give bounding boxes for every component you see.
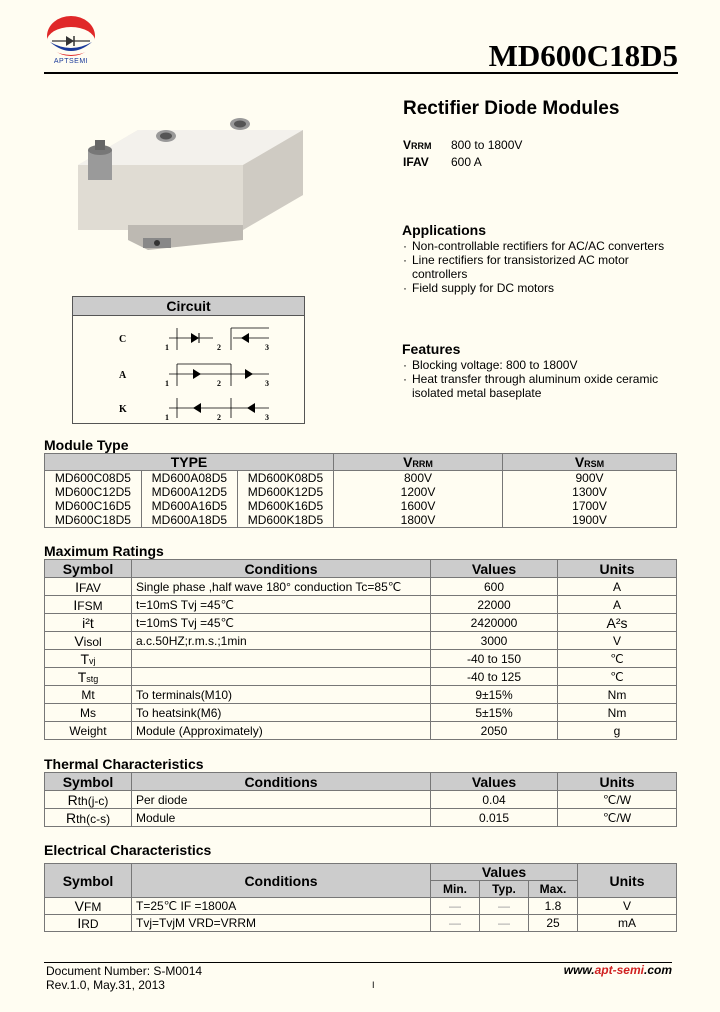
condition-cell: Per diode <box>132 791 431 809</box>
vrsm-header-sub: RSM <box>584 459 605 469</box>
vrsm-header <box>503 454 677 471</box>
values-header: Values <box>431 864 578 881</box>
thermal-heading: Thermal Characteristics <box>44 756 204 772</box>
condition-cell <box>132 668 431 686</box>
symbol-header: Symbol <box>45 773 132 791</box>
conditions-header: Conditions <box>132 560 431 578</box>
symbol-sub: FAV <box>79 580 101 595</box>
type-k-cell: MD600K08D5 <box>237 471 333 486</box>
circuit-pin: 1 <box>165 343 169 352</box>
symbol-cell <box>45 596 132 614</box>
revision: Rev.1.0, May.31, 2013 <box>46 978 165 992</box>
vrrm-header-sub: RRM <box>412 459 433 469</box>
unit-cell: ℃/W <box>558 809 677 827</box>
condition-cell: T=25℃ IF =1800A <box>132 898 431 915</box>
type-c-cell: MD600C18D5 <box>45 513 142 528</box>
symbol-cell: Ms <box>45 704 132 722</box>
symbol-sub: th(j-c) <box>77 793 109 808</box>
unit-cell: A²s <box>558 614 677 632</box>
unit-cell: mA <box>578 915 677 932</box>
type-k-cell: MD600K16D5 <box>237 499 333 513</box>
electrical-heading: Electrical Characteristics <box>44 842 212 858</box>
spec-ifav <box>403 155 482 169</box>
typ-cell: — <box>480 898 529 915</box>
symbol-cell <box>45 791 132 809</box>
condition-cell: a.c.50HZ;r.m.s.;1min <box>132 632 431 650</box>
circuit-pin: 3 <box>265 343 269 352</box>
max-header: Max. <box>529 881 578 898</box>
vrrm-header-main: V <box>403 454 413 470</box>
unit-cell: ℃ <box>558 650 677 668</box>
module-photo <box>68 110 308 260</box>
value-cell: 600 <box>431 578 558 596</box>
type-a-cell: MD600A18D5 <box>141 513 237 528</box>
vrrm-cell: 800V <box>334 471 503 486</box>
type-k-cell: MD600K12D5 <box>237 485 333 499</box>
product-title: Rectifier Diode Modules <box>403 98 620 119</box>
conditions-header: Conditions <box>132 773 431 791</box>
type-c-cell: MD600C12D5 <box>45 485 142 499</box>
vrrm-cell: 1600V <box>334 499 503 513</box>
circuit-pin: 1 <box>165 413 169 422</box>
symbol-main: I <box>77 915 82 931</box>
symbol-header: Symbol <box>45 560 132 578</box>
circuit-label-k: K <box>119 404 127 415</box>
symbol-sub: stg <box>86 673 99 684</box>
page-number: I <box>372 980 375 990</box>
url-prefix: www. <box>563 963 595 977</box>
typ-cell: — <box>480 915 529 932</box>
table-row <box>45 809 677 827</box>
conditions-header: Conditions <box>132 864 431 898</box>
symbol-cell <box>45 915 132 932</box>
table-row <box>45 596 677 614</box>
table-row <box>45 485 677 499</box>
vrsm-cell: 1900V <box>503 513 677 528</box>
unit-cell: V <box>558 632 677 650</box>
circuit-pin: 1 <box>165 379 169 388</box>
typ-header: Typ. <box>480 881 529 898</box>
table-row <box>45 650 677 668</box>
condition-cell: Module <box>132 809 431 827</box>
type-k-cell: MD600K18D5 <box>237 513 333 528</box>
circuit-diagram <box>73 316 304 423</box>
feature-item: · Blocking voltage: 800 to 1800V <box>403 358 673 372</box>
symbol-sub: th(c-s) <box>76 811 111 826</box>
circuit-label-a: A <box>119 370 127 381</box>
spec-ifav-label: IFAV <box>403 155 429 169</box>
url-brand: apt-semi <box>594 963 644 977</box>
table-row <box>45 722 677 740</box>
condition-cell: Tvj=TvjM VRD=VRRM <box>132 915 431 932</box>
url-suffix: .com <box>643 963 672 977</box>
symbol-sub: FM <box>84 900 102 914</box>
table-row <box>45 791 677 809</box>
application-item: · Non-controllable rectifiers for AC/AC converters <box>403 239 673 253</box>
unit-cell: Nm <box>558 686 677 704</box>
min-header: Min. <box>431 881 480 898</box>
vrrm-cell: 1200V <box>334 485 503 499</box>
symbol-main: T <box>77 668 87 685</box>
values-header: Values <box>431 560 558 578</box>
symbol-header: Symbol <box>45 864 132 898</box>
min-cell: — <box>431 898 480 915</box>
value-cell: 9±15% <box>431 686 558 704</box>
units-header: Units <box>578 864 677 898</box>
electrical-table <box>44 863 677 932</box>
type-c-cell: MD600C16D5 <box>45 499 142 513</box>
condition-cell: Module (Approximately) <box>132 722 431 740</box>
table-row <box>45 499 677 513</box>
circuit-pin: 3 <box>265 413 269 422</box>
unit-cell: g <box>558 722 677 740</box>
units-header: Units <box>558 560 677 578</box>
table-row <box>45 578 677 596</box>
unit-cell: V <box>578 898 677 915</box>
condition-cell: t=10mS Tvj =45℃ <box>132 596 431 614</box>
vrrm-header <box>334 454 503 471</box>
unit-cell: Nm <box>558 704 677 722</box>
value-cell: 3000 <box>431 632 558 650</box>
symbol-main: I <box>73 596 78 613</box>
application-item: · Line rectifiers for transistorized AC motor controllers <box>403 253 673 281</box>
value-cell: 5±15% <box>431 704 558 722</box>
value-cell: 0.04 <box>431 791 558 809</box>
table-row <box>45 471 677 486</box>
vrsm-header-main: V <box>574 454 585 470</box>
max-ratings-table <box>44 559 677 740</box>
symbol-cell <box>45 650 132 668</box>
header-rule <box>44 72 678 74</box>
symbol-main: R <box>65 809 77 826</box>
symbol-sub: FSM <box>77 598 103 613</box>
symbol-main: R <box>67 791 78 808</box>
symbol-cell <box>45 614 132 632</box>
spec-vrrm <box>403 138 522 152</box>
symbol-cell: Weight <box>45 722 132 740</box>
max-cell: 25 <box>529 915 578 932</box>
value-cell: 2050 <box>431 722 558 740</box>
circuit-box <box>72 296 305 424</box>
symbol-cell <box>45 898 132 915</box>
symbol-main: T <box>80 650 90 667</box>
condition-cell: Single phase ,half wave 180° conduction Tc=85℃ <box>132 578 431 596</box>
spec-vrrm-label: V <box>403 138 412 152</box>
spec-vrrm-value: 800 to 1800V <box>451 138 523 152</box>
applications-heading: Applications <box>402 222 487 238</box>
table-row <box>45 686 677 704</box>
units-header: Units <box>558 773 677 791</box>
table-row <box>45 513 677 528</box>
type-a-cell: MD600A16D5 <box>151 499 228 513</box>
value-cell: -40 to 150 <box>431 650 558 668</box>
condition-cell: t=10mS Tvj =45℃ <box>132 614 431 632</box>
module-type-table <box>44 453 677 528</box>
condition-cell: To heatsink(M6) <box>132 704 431 722</box>
module-type-heading: Module Type <box>44 437 129 453</box>
symbol-sub: RD <box>81 917 99 931</box>
symbol-cell <box>45 632 132 650</box>
features-list <box>403 358 673 400</box>
circuit-title: Circuit <box>73 297 304 316</box>
vrrm-cell: 1800V <box>334 513 503 528</box>
table-row <box>45 632 677 650</box>
type-header: TYPE <box>45 454 334 471</box>
table-row <box>45 704 677 722</box>
value-cell: 22000 <box>431 596 558 614</box>
symbol-cell <box>45 578 132 596</box>
vrsm-cell: 1300V <box>503 485 677 499</box>
condition-cell <box>132 650 431 668</box>
features-heading: Features <box>402 341 461 357</box>
symbol-main: i²t <box>82 614 94 631</box>
symbol-cell <box>45 668 132 686</box>
max-cell: 1.8 <box>529 898 578 915</box>
condition-cell: To terminals(M10) <box>132 686 431 704</box>
unit-cell: A <box>558 596 677 614</box>
unit-cell: ℃ <box>558 668 677 686</box>
spec-ifav-value: 600 A <box>451 155 482 169</box>
table-row <box>45 614 677 632</box>
company-logo <box>44 14 98 78</box>
value-cell: 0.015 <box>431 809 558 827</box>
symbol-main: V <box>74 898 84 914</box>
symbol-cell <box>45 809 132 827</box>
unit-cell: A <box>558 578 677 596</box>
unit-cell: ℃/W <box>558 791 677 809</box>
applications-list <box>403 239 673 295</box>
logo-text: APTSEMI <box>53 58 89 65</box>
value-cell: -40 to 125 <box>431 668 558 686</box>
value-cell: 2420000 <box>431 614 558 632</box>
circuit-pin: 2 <box>217 343 221 352</box>
symbol-cell: Mt <box>45 686 132 704</box>
thermal-table <box>44 772 677 827</box>
spec-vrrm-sub: RRM <box>411 141 432 151</box>
table-row <box>45 668 677 686</box>
feature-item: · Heat transfer through aluminum oxide ceramic isolated metal baseplate <box>403 372 673 400</box>
circuit-pin: 3 <box>265 379 269 388</box>
symbol-sub: vj <box>89 655 96 666</box>
type-c-cell: MD600C08D5 <box>45 471 142 486</box>
table-row <box>45 915 677 932</box>
min-cell: — <box>431 915 480 932</box>
circuit-label-c: C <box>119 334 127 345</box>
type-a-cell: MD600A12D5 <box>151 485 228 499</box>
symbol-sub: isol <box>83 634 102 649</box>
symbol-main: I <box>75 578 80 595</box>
circuit-pin: 2 <box>217 413 221 422</box>
max-ratings-heading: Maximum Ratings <box>44 543 164 559</box>
website-link[interactable] <box>564 963 672 977</box>
part-number: MD600C18D5 <box>488 38 678 73</box>
type-a-cell: MD600A08D5 <box>141 471 237 486</box>
doc-number: Document Number: S-M0014 <box>46 964 203 978</box>
application-item: · Field supply for DC motors <box>403 281 673 295</box>
vrsm-cell: 900V <box>503 471 677 486</box>
vrsm-cell: 1700V <box>503 499 677 513</box>
values-header: Values <box>431 773 558 791</box>
circuit-pin: 2 <box>217 379 221 388</box>
symbol-main: V <box>74 632 84 649</box>
table-row <box>45 898 677 915</box>
